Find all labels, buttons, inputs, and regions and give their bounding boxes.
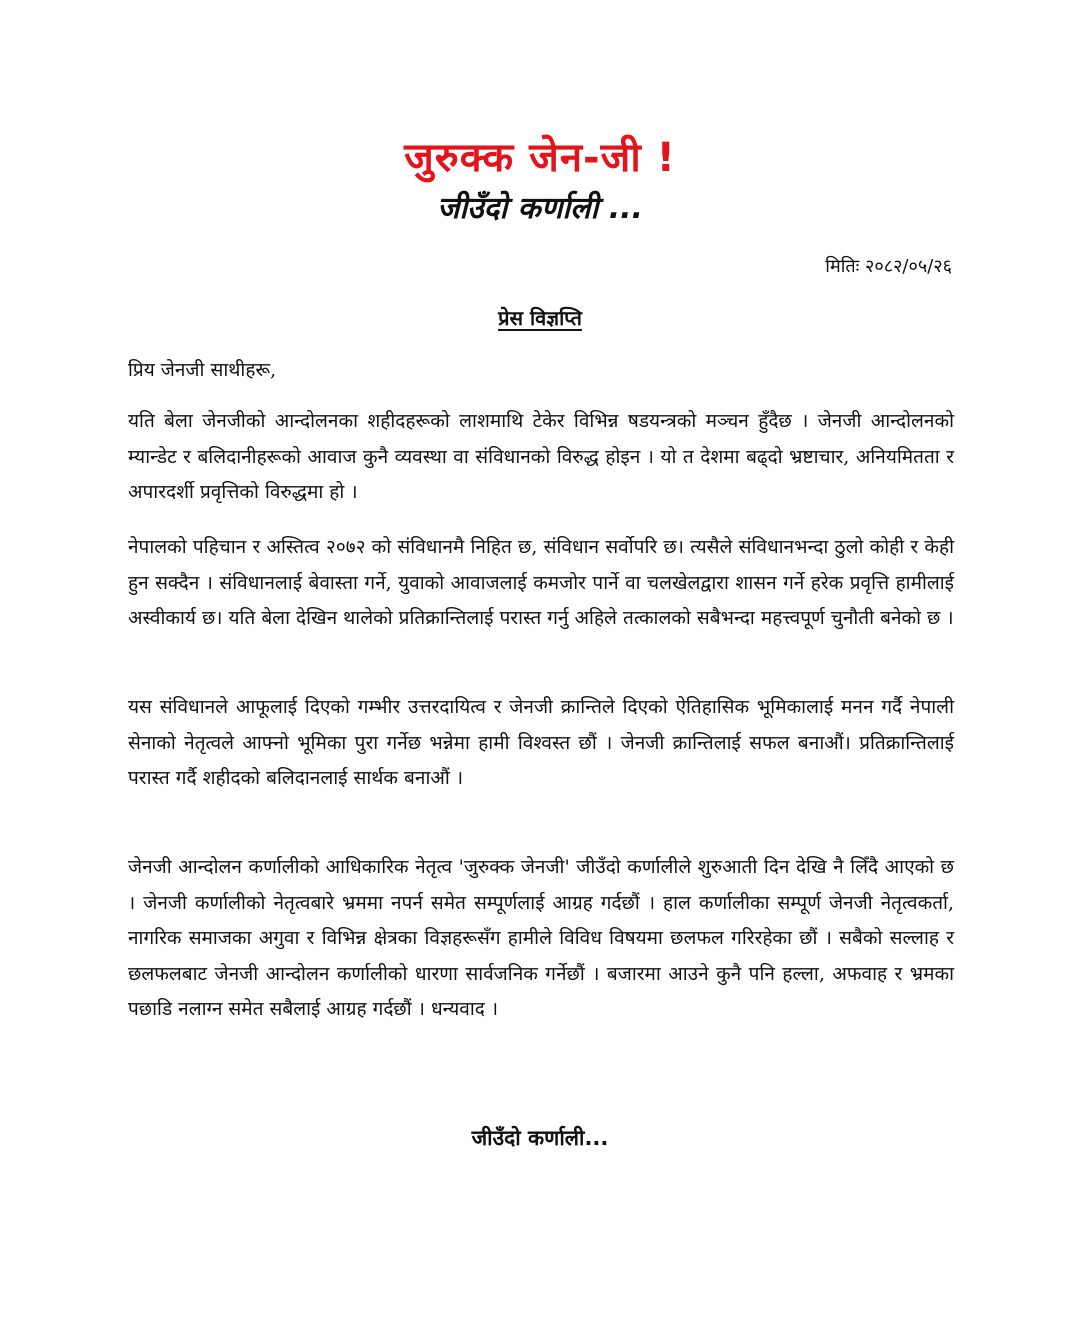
subheadline: जीउँदो कर्णाली ... (437, 191, 643, 226)
paragraph-4: जेनजी आन्दोलन कर्णालीको आधिकारिक नेतृत्व 'जुरुक्क जेनजी' जीउँदो कर्णालीले शुरुआती दिन देखि नै लिँदै आएको छ । जेनजी कर्णालीको नेतृत्वबारे भ्रममा नपर्न समेत सम्पूर्णलाई आग्रह गर्दछौं । हाल कर्णालीका सम्पूर्ण जेनजी नेतृत्वकर्ता, नागरिक समाजका अगुवा र विभिन्न क्षेत्रका विज्ञहरूसँग हामीले विविध विषयमा छलफल गरिरहेका छौं । सबैको सल्लाह र छलफलबाट जेनजी आन्दोलन कर्णालीको धारणा सार्वजनिक गर्नेछौं । बजारमा आउने कुनै पनि हल्ला, अफवाह र भ्रमका पछाडि नलाग्न समेत सबैलाई आग्रह गर्दछौं । धन्यवाद । (128, 856, 954, 1020)
signature: जीउँदो कर्णाली... (471, 1126, 609, 1150)
salutation: प्रिय जेनजी साथीहरू, (128, 359, 277, 381)
paragraph-2: नेपालको पहिचान र अस्तित्व २०७२ को संविधानमै निहित छ, संविधान सर्वोपरि छ। त्यसैले संविधानभन्दा ठुलो कोही र केही हुन सक्दैन । संविधानलाई बेवास्ता गर्ने, युवाको आवाजलाई कमजोर पार्ने वा चलखेलद्वारा शासन गर्ने हरेक प्रवृत्ति हामीलाई अस्वीकार्य छ। यति बेला देखिन थालेको प्रतिक्रान्तिलाई परास्त गर्नु अहिले तत्कालको सबैभन्दा महत्त्वपूर्ण चुनौती बनेको छ । (128, 536, 954, 629)
paragraph-1: यति बेला जेनजीको आन्दोलनका शहीदहरूको लाशमाथि टेकेर विभिन्न षडयन्त्रको मञ्चन हुँदैछ । जेनजी आन्दोलनको म्यान्डेट र बलिदानीहरूको आवाज कुनै व्यवस्था वा संविधानको विरुद्ध होइन । यो त देशमा बढ्दो भ्रष्टाचार, अनियमितता र अपारदर्शी प्रवृत्तिको विरुद्धमा हो । (128, 410, 954, 503)
headline: जुरुक्क जेन-जी ! (404, 135, 676, 181)
press-release-title: प्रेस विज्ञप्ति (498, 306, 582, 330)
paragraph-3: यस संविधानले आफूलाई दिएको गम्भीर उत्तरदायित्व र जेनजी क्रान्तिले दिएको ऐतिहासिक भूमिकालाई मनन गर्दै नेपाली सेनाको नेतृत्वले आफ्नो भूमिका पुरा गर्नेछ भन्नेमा हामी विश्वस्त छौं । जेनजी क्रान्तिलाई सफल बनाऔं। प्रतिक्रान्तिलाई परास्त गर्दै शहीदको बलिदानलाई सार्थक बनाऔं । (128, 696, 954, 789)
date-line: मितिः २०८२/०५/२६ (825, 256, 952, 277)
